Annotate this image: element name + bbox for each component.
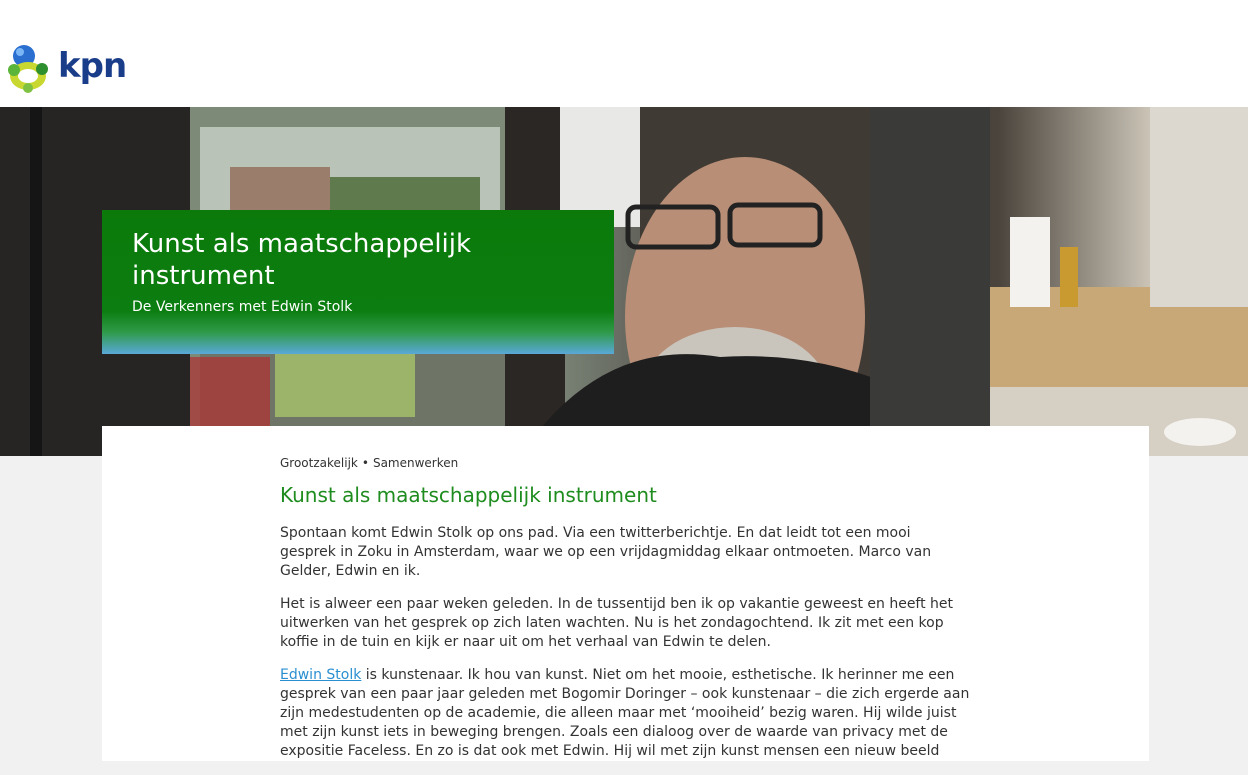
breadcrumb-samenwerken[interactable]: Samenwerken (372, 456, 459, 470)
article-paragraph-3 (280, 666, 970, 761)
article-paragraph-2: Het is alweer een paar weken geleden. In de tussentijd ben ik op vakantie geweest en heeft het uitwerken van het gesprek op zich laten wachten. Nu is het zondagochtend. Ik zit met een kop koffie in de tuin en kijk er naar uit om het verhaal van Edwin te delen. (280, 596, 954, 650)
article-paragraph-3-text: is kunstenaar. Ik hou van kunst. Niet om het mooie, esthetische. Ik herinner me een gesprek van een paar jaar geleden met Bogomir Doringer – ook kunstenaar – die zich ergerde aan zijn medestudenten op de academie, die alleen maar met ‘mooiheid’ bezig waren. Hij wilde juist met zijn kunst iets in beweging brengen. Zoals een dialoog over de waarde van privacy met de expositie Faceless. En zo is dat ook met Edwin. Hij wil met zijn kunst mensen een nieuw beeld (280, 667, 970, 759)
site-header (0, 0, 1248, 107)
hero-subtitle: De Verkenners met Edwin Stolk (132, 299, 353, 315)
breadcrumb (280, 456, 458, 470)
article-title: Kunst als maatschappelijk instrument (280, 483, 657, 507)
kpn-logo-link[interactable] (6, 42, 136, 94)
breadcrumb-separator: • (361, 456, 369, 470)
edwin-stolk-link[interactable]: Edwin Stolk (280, 667, 362, 683)
article-paragraph-1: Spontaan komt Edwin Stolk op ons pad. Via een twitterberichtje. En dat leidt tot een mooi gesprek in Zoku in Amsterdam, waar we op een vrijdagmiddag elkaar ontmoeten. Marco van Gelder, Edwin en ik. (280, 525, 932, 579)
article-card (102, 426, 1149, 761)
hero-banner (0, 107, 1248, 456)
kpn-logo-text: kpn (58, 46, 127, 86)
breadcrumb-grootzakelijk[interactable]: Grootzakelijk (280, 456, 358, 470)
hero-title: Kunst als maatschappelijk instrument (132, 229, 472, 291)
hero-title-box (102, 210, 614, 354)
article-body (280, 524, 970, 775)
kpn-crown-icon (6, 42, 54, 94)
